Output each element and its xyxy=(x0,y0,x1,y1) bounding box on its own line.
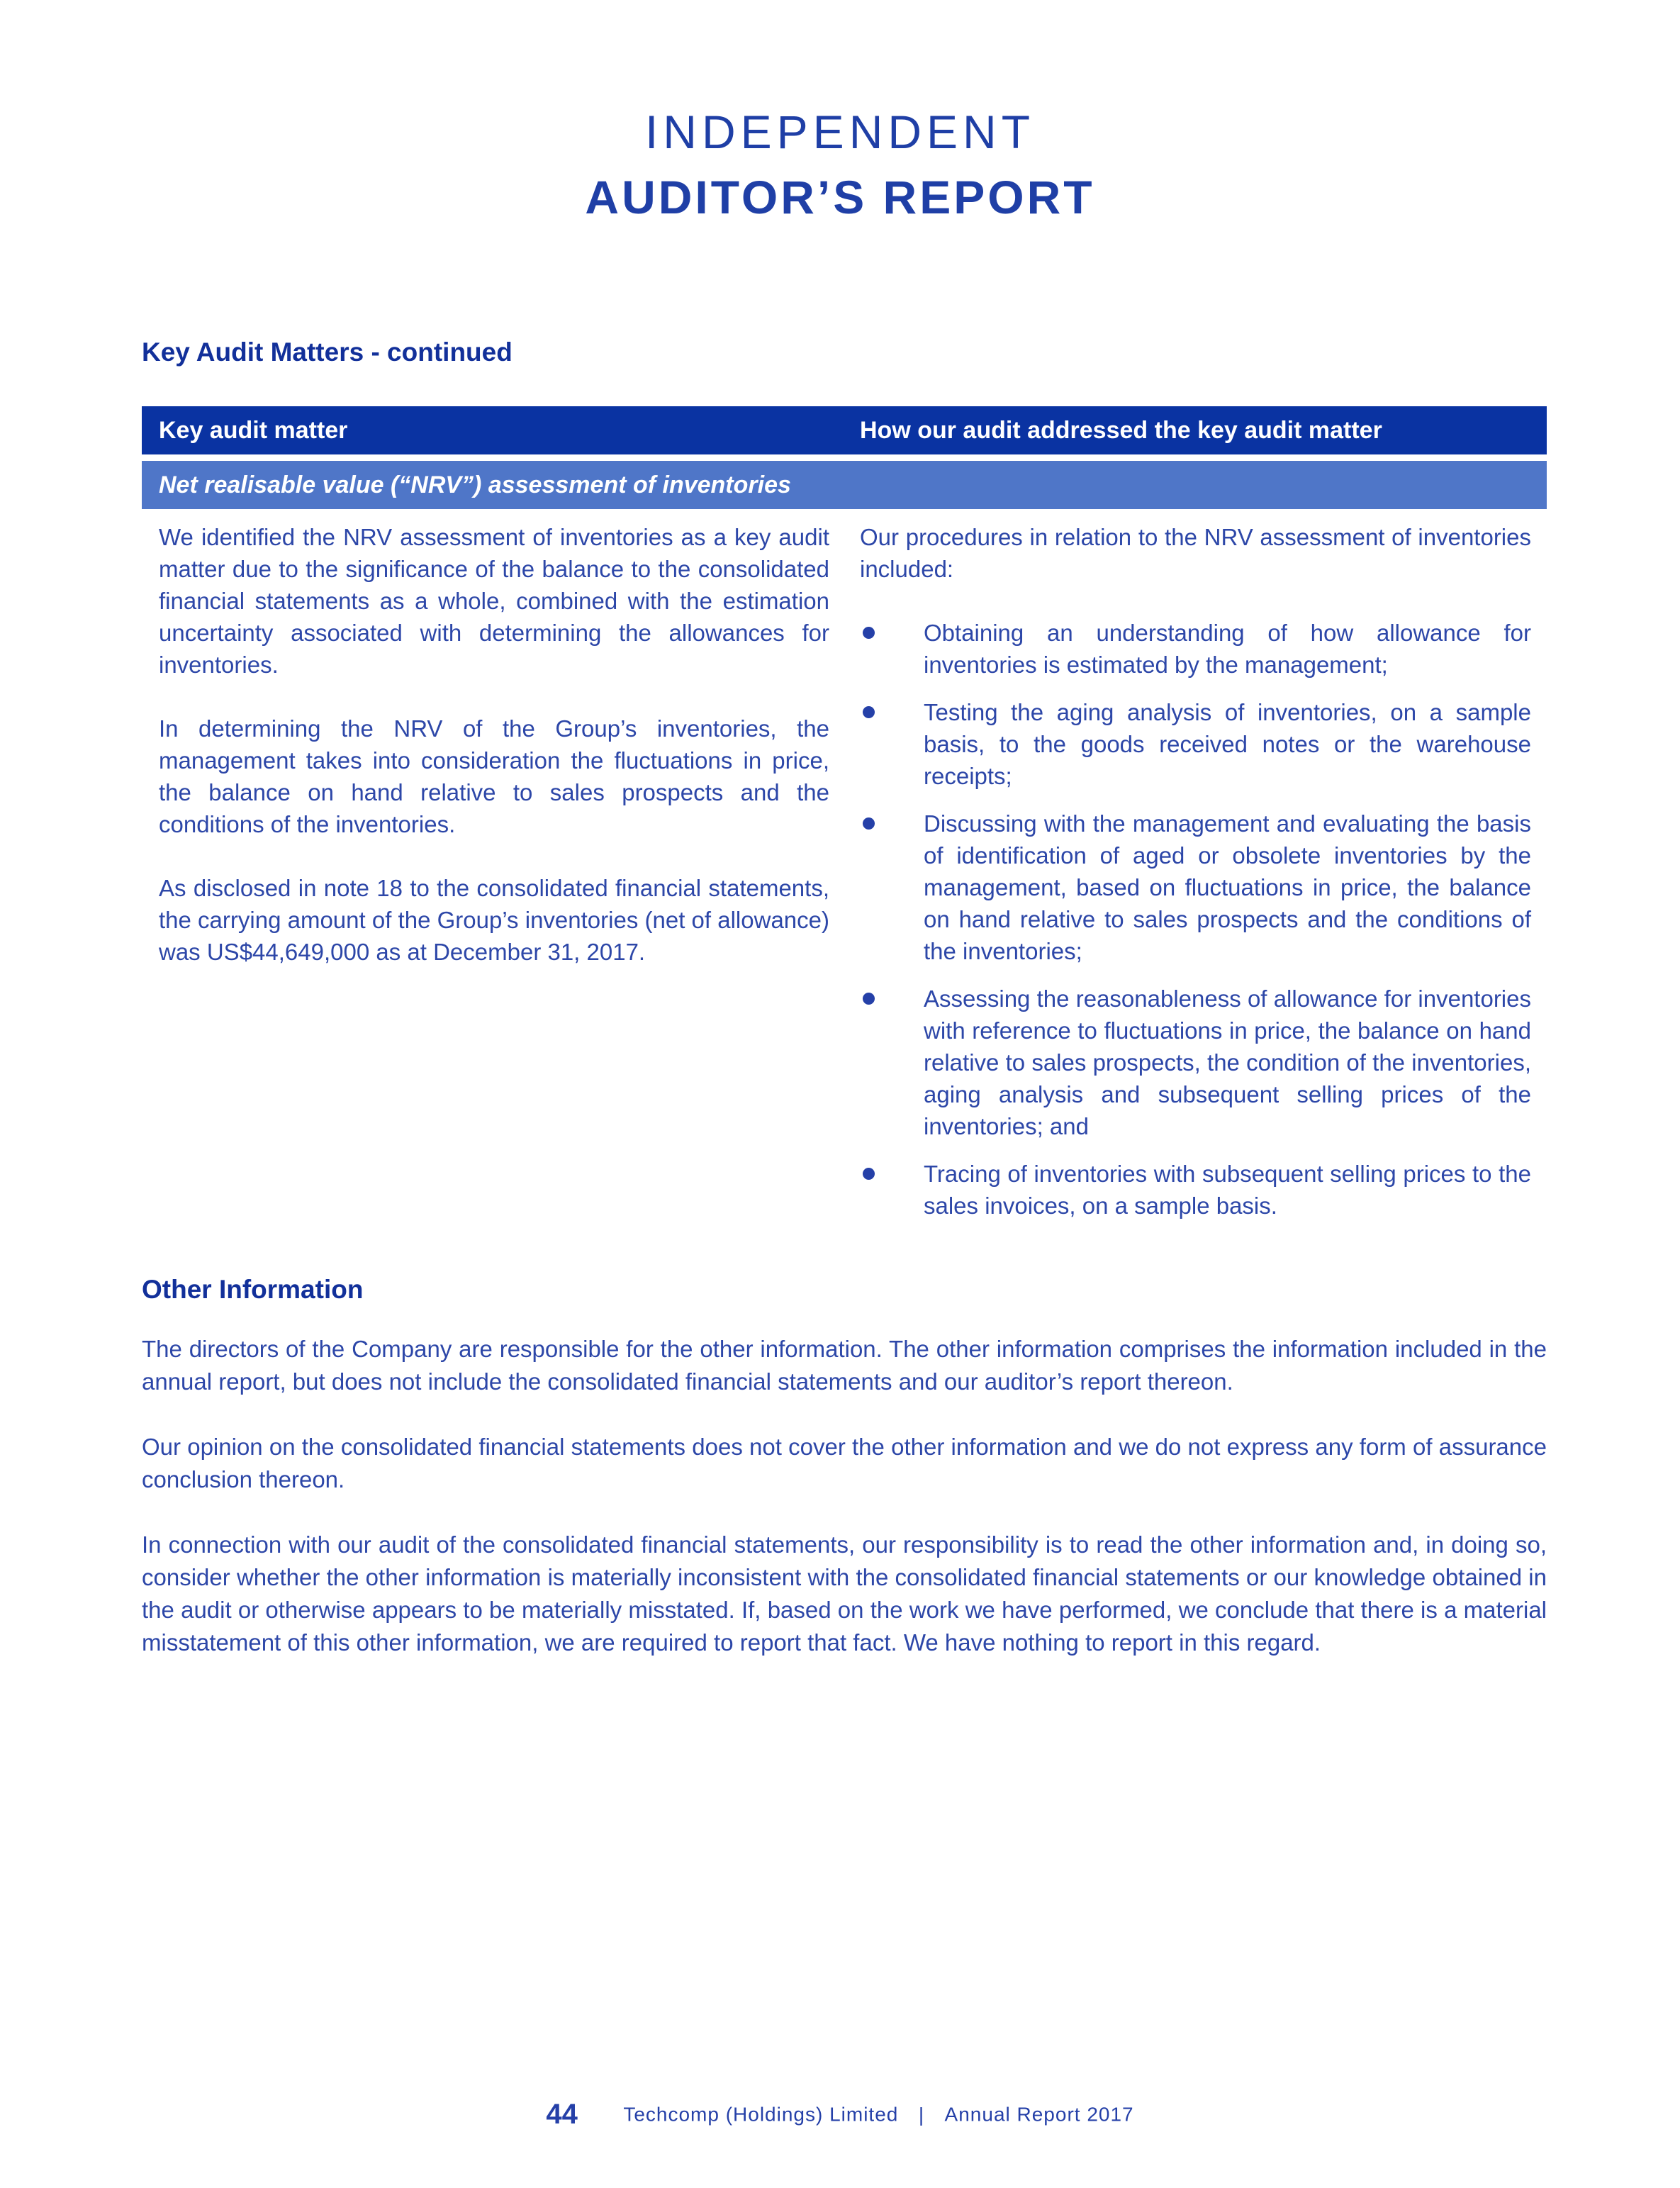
footer-report: Annual Report 2017 xyxy=(944,2103,1134,2126)
footer-company: Techcomp (Holdings) Limited xyxy=(623,2103,899,2126)
procedure-text: Obtaining an understanding of how allowance for inventories is estimated by the management; xyxy=(924,620,1531,678)
kam-heading: Key Audit Matters - continued xyxy=(142,337,513,367)
kam-subheader xyxy=(142,461,1547,509)
other-info-heading: Other Information xyxy=(142,1275,364,1304)
procedure-item xyxy=(860,983,1531,1142)
bullet-icon xyxy=(863,1168,875,1180)
audit-response-column xyxy=(860,521,1531,1237)
other-info-body xyxy=(142,1333,1547,1692)
other-info-paragraph: Our opinion on the consolidated financial statements does not cover the other information and we do not express any form of assurance conclusion thereon. xyxy=(142,1434,1547,1492)
kam-paragraph: We identified the NRV assessment of inventories as a key audit matter due to the significance of the balance to the consolidated financial statements as a whole, combined with the estimation uncertainty associated with determining the allowances for inventories. xyxy=(159,524,829,678)
page-title-line2: AUDITOR’S REPORT xyxy=(585,171,1095,223)
bullet-icon xyxy=(863,817,875,830)
procedure-text: Testing the aging analysis of inventories, on a sample basis, to the goods received notes or the warehouse receipts; xyxy=(924,699,1531,789)
bullet-icon xyxy=(863,706,875,718)
procedures-list xyxy=(860,617,1531,1222)
procedure-item xyxy=(860,808,1531,967)
footer-separator: | xyxy=(918,2103,925,2126)
kam-paragraph: In determining the NRV of the Group’s inventories, the management takes into consideration the fluctuations in price, the balance on hand relative to sales prospects and the conditions of the inventories. xyxy=(159,715,829,837)
kam-paragraph: As disclosed in note 18 to the consolidated financial statements, the carrying amount of the Group’s inventories (net of allowance) was US$44,649,000 as at December 31, 2017. xyxy=(159,875,829,965)
col1-header: Key audit matter xyxy=(159,417,348,444)
procedure-text: Tracing of inventories with subsequent selling prices to the sales invoices, on a sample basis. xyxy=(924,1161,1531,1219)
other-info-paragraph: The directors of the Company are responsible for the other information. The other information comprises the information included in the annual report, but does not include the consolidated financial statements and our auditor’s report thereon. xyxy=(142,1336,1547,1395)
kam-subheader-text: Net realisable value (“NRV”) assessment of inventories xyxy=(159,471,791,498)
procedure-item xyxy=(860,1158,1531,1222)
page-title-line1: INDEPENDENT xyxy=(644,106,1036,158)
page-footer xyxy=(0,2099,1680,2131)
procedure-text: Discussing with the management and evaluating the basis of identification of aged or obsolete inventories by the management, based on fluctuations in price, the balance on hand relative to sales prospects and the conditions of the inventories; xyxy=(924,810,1531,964)
other-info-paragraph: In connection with our audit of the consolidated financial statements, our responsibility is to read the other information and, in doing so, consider whether the other information is materially inconsistent with the consolidated financial statements or our knowledge obtained in the audit or otherwise appears to be materially misstated. If, based on the work we have performed, we conclude that there is a material misstatement of this other information, we are required to report that fact. We have nothing to report in this regard. xyxy=(142,1531,1547,1656)
kam-table-header xyxy=(142,406,1547,454)
bullet-icon xyxy=(863,993,875,1005)
col2-header: How our audit addressed the key audit matter xyxy=(860,417,1382,444)
procedures-intro: Our procedures in relation to the NRV assessment of inventories included: xyxy=(860,524,1531,582)
procedure-text: Assessing the reasonableness of allowance for inventories with reference to fluctuations in price, the balance on hand relative to sales prospects, the condition of the inventories, aging analysis and subsequent selling prices of the inventories; and xyxy=(924,986,1531,1139)
page-number: 44 xyxy=(546,2099,578,2130)
procedure-item xyxy=(860,617,1531,681)
procedure-item xyxy=(860,696,1531,792)
key-audit-matter-column xyxy=(159,521,829,1000)
bullet-icon xyxy=(863,627,875,639)
